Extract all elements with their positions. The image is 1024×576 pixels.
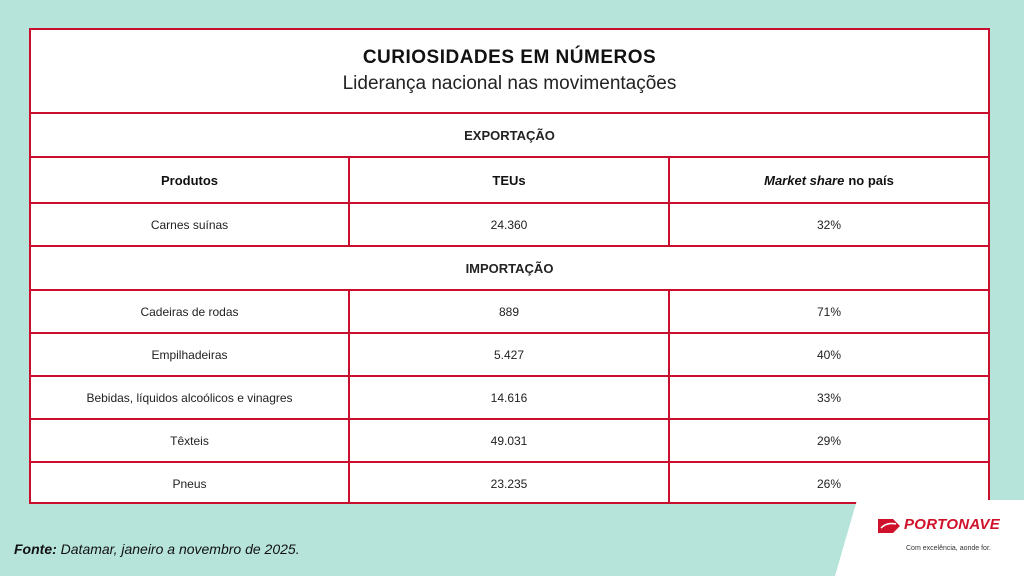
table-row xyxy=(31,334,988,377)
header-market-share-rest: no país xyxy=(848,172,894,188)
cell-product: Têxteis xyxy=(31,420,350,461)
table-header-row xyxy=(31,158,988,204)
cell-teus: 5.427 xyxy=(350,334,670,375)
table-row xyxy=(31,463,988,504)
source-text: Datamar, janeiro a novembro de 2025. xyxy=(60,541,300,557)
cell-teus: 23.235 xyxy=(350,463,670,504)
table-row xyxy=(31,420,988,463)
header-products: Produtos xyxy=(31,158,350,202)
cell-teus: 49.031 xyxy=(350,420,670,461)
cell-product: Cadeiras de rodas xyxy=(31,291,350,332)
portonave-ship-icon xyxy=(877,517,901,535)
brand-logo-text: PORTONAVE xyxy=(904,516,1001,533)
header-teus: TEUs xyxy=(350,158,670,202)
cell-share: 29% xyxy=(816,433,842,448)
section-import-row xyxy=(31,247,988,291)
header-market-share xyxy=(670,158,988,202)
cell-share: 33% xyxy=(816,390,842,405)
source-label: Fonte: xyxy=(14,541,57,557)
page-subtitle: Liderança nacional nas movimentações xyxy=(342,73,677,94)
section-export-label: EXPORTAÇÃO xyxy=(464,127,555,143)
brand-tagline: Com excelência, aonde for. xyxy=(906,545,991,552)
page-title: CURIOSIDADES EM NÚMEROS xyxy=(362,47,657,68)
header-market-share-italic: Market share xyxy=(764,172,845,188)
cell-product: Carnes suínas xyxy=(31,204,350,245)
data-table xyxy=(29,28,990,504)
brand-corner xyxy=(835,500,1024,576)
cell-product: Pneus xyxy=(31,463,350,504)
cell-share: 26% xyxy=(816,476,842,491)
table-title-row xyxy=(31,30,988,114)
cell-product: Bebidas, líquidos alcoólicos e vinagres xyxy=(31,377,350,418)
table-row xyxy=(31,291,988,334)
cell-share: 71% xyxy=(816,304,842,319)
table-row xyxy=(31,377,988,420)
section-import-label: IMPORTAÇÃO xyxy=(465,260,554,276)
cell-teus: 14.616 xyxy=(350,377,670,418)
cell-teus: 889 xyxy=(350,291,670,332)
cell-share: 40% xyxy=(816,347,842,362)
table-row xyxy=(31,204,988,247)
source-note xyxy=(14,541,300,557)
cell-product: Empilhadeiras xyxy=(31,334,350,375)
cell-share: 32% xyxy=(816,217,842,232)
cell-teus: 24.360 xyxy=(350,204,670,245)
section-export-row xyxy=(31,114,988,158)
